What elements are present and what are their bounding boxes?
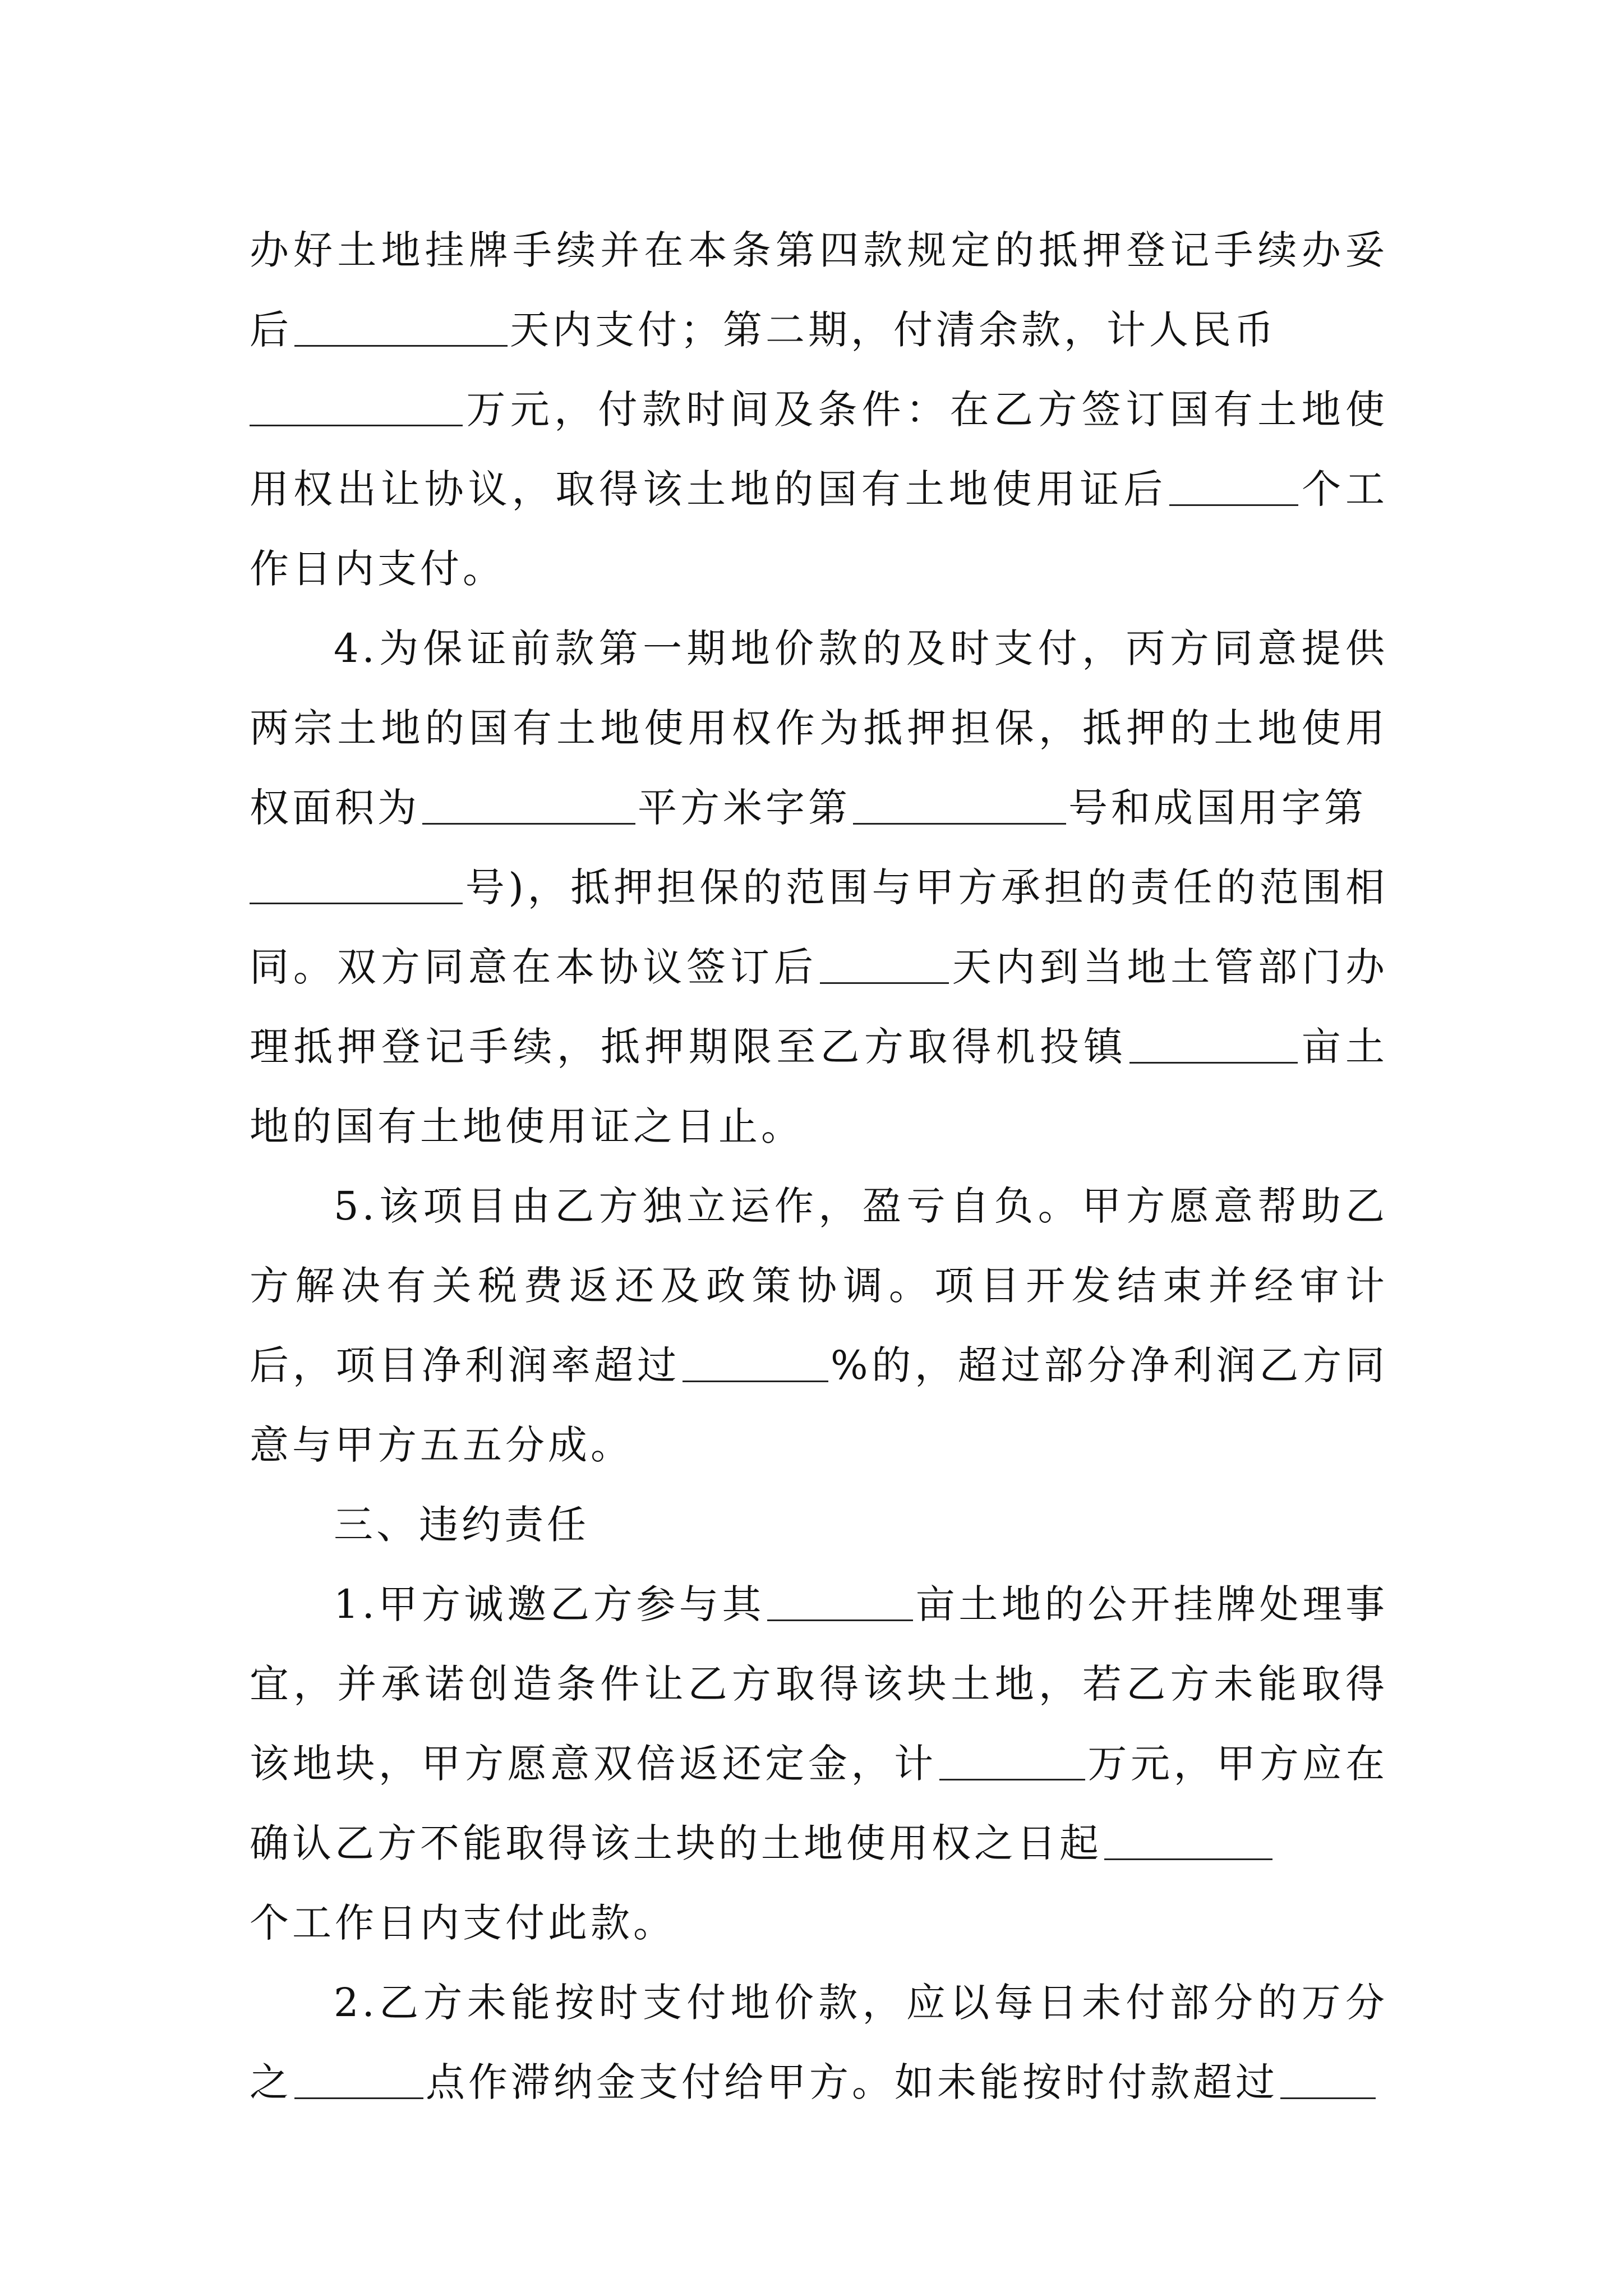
text-segment: 办好土地挂牌手续并在本条第四款规定的抵押登记手续办妥后 <box>250 227 1388 353</box>
text-segment: 个工作日内支付。 <box>250 466 1389 592</box>
blank-land-acreage-field <box>767 1580 913 1621</box>
text-segment: 2.乙方未能按时支付地价款，应以每日未付部分的万分之 <box>250 1980 1388 2105</box>
blank-acreage-field <box>1129 1023 1298 1064</box>
blank-late-fee-rate-field <box>294 2058 423 2099</box>
blank-area-field <box>422 784 635 825</box>
text-segment: 平方米字第 <box>638 785 851 831</box>
text-segment: 万元，甲方应在确认乙方不能取得该土块的土地使用权之日起 <box>250 1741 1389 1866</box>
text-segment: 4.为保证前款第一期地价款的及时支付，丙方同意提供两宗土地的国有土地使用权作为抵押担保，抵押的土地使用权面积为 <box>250 625 1388 831</box>
blank-amount-field <box>250 385 463 426</box>
text-segment: %的，超过部分净利润乙方同意与甲方五五分成。 <box>250 1342 1389 1468</box>
blank-refund-days-field <box>1104 1819 1272 1860</box>
text-segment: 天内支付；第二期，付清余款，计人民币 <box>510 307 1277 353</box>
section-heading-breach-liability: 三、违约责任 <box>334 1502 589 1548</box>
text-segment: 点作滞纳金支付给甲方。如未能按时付款超过 <box>426 2059 1278 2105</box>
blank-deposit-amount-field <box>939 1740 1085 1780</box>
text-segment: 万元，付款时间及条件：在乙方签订国有土地使用权出让协议，取得该土地的国有土地使用证后 <box>250 386 1388 512</box>
text-segment: 亩土地的公开挂牌处理事宜，并承诺创造条件让乙方取得该块土地，若乙方未能取得该地块，甲方愿意双倍返还定金，计 <box>250 1581 1388 1787</box>
text-segment: 亩土地的国有土地使用证之日止。 <box>250 1024 1388 1149</box>
text-segment: 号和成国用字第 <box>1068 785 1367 831</box>
paragraph-breach-clause-2 <box>250 1963 1388 2122</box>
paragraph-clause-4 <box>250 609 1388 1166</box>
blank-overdue-days-field <box>1280 2058 1376 2099</box>
blank-days-field <box>294 306 508 347</box>
blank-workdays-field <box>1169 465 1298 506</box>
text-segment: 号)，抵押担保的范围与甲方承担的责任的范围相同。双方同意在本协议签订后 <box>250 864 1388 990</box>
blank-certificate-number-field <box>853 784 1066 825</box>
text-segment: 1.甲方诚邀乙方参与其 <box>334 1581 766 1627</box>
paragraph-breach-clause-1 <box>250 1565 1388 1963</box>
blank-profit-rate-field <box>683 1341 828 1382</box>
document-body <box>250 210 1388 2122</box>
text-segment: 天内到当地土管部门办理抵押登记手续，抵押期限至乙方取得机投镇 <box>250 944 1389 1070</box>
text-segment: 个工作日内支付此款。 <box>250 1900 676 1946</box>
text-segment: 5.该项目由乙方独立运作，盈亏自负。甲方愿意帮助乙方解决有关税费返还及政策协调。项目开发结束并经审计后，项目净利润率超过 <box>250 1183 1388 1388</box>
blank-registration-days-field <box>820 943 949 984</box>
blank-land-use-number-field <box>250 863 463 904</box>
paragraph-payment-terms <box>250 210 1388 609</box>
paragraph-clause-5 <box>250 1166 1388 1485</box>
